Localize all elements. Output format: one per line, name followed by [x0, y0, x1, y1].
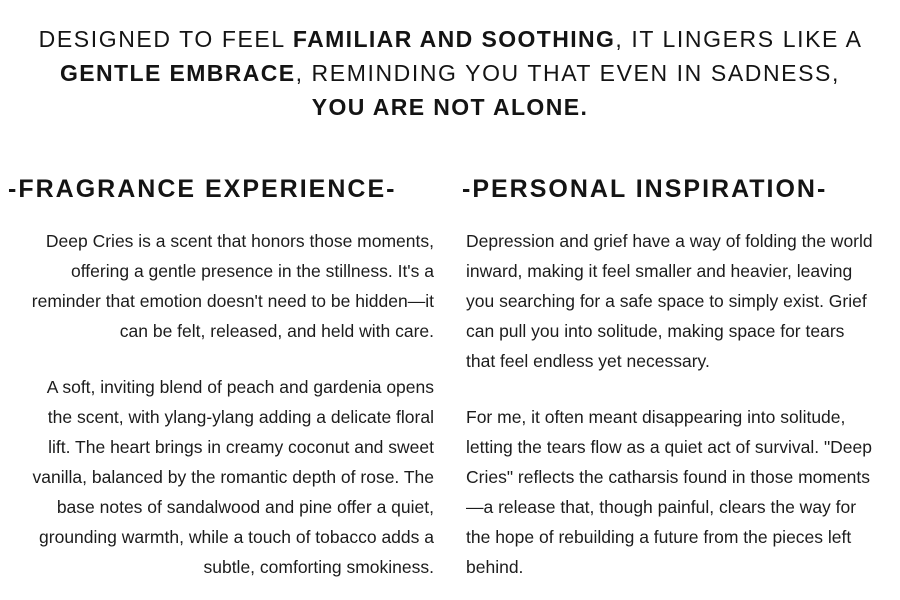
content-columns: [8, 154, 874, 582]
fragrance-experience-paragraph-2: A soft, inviting blend of peach and gardenia opens the scent, with ylang-ylang adding a delicate floral lift. The heart brings in creamy coconut and sweet vanilla, balanced by the romantic depth of rose. The base notes of sandalwood and pine offer a quiet, grounding warmth, while a touch of tobacco adds a subtle, comforting smokiness.: [32, 376, 434, 577]
fragrance-experience-paragraph-1: Deep Cries is a scent that honors those moments, offering a gentle presence in the stillness. It's a reminder that emotion doesn't need to be hidden—it can be felt, released, and held with care.: [31, 230, 434, 341]
fragrance-experience-title: -FRAGRANCE EXPERIENCE-: [8, 174, 397, 203]
headline-text-1: DESIGNED TO FEEL: [38, 26, 293, 52]
personal-inspiration-column: [462, 154, 874, 582]
headline-emphasis-2: GENTLE EMBRACE: [60, 60, 296, 86]
headline-text-3: , REMINDING YOU THAT EVEN IN SADNESS,: [295, 60, 840, 86]
headline-emphasis-1: FAMILIAR AND SOOTHING: [292, 26, 616, 52]
fragrance-experience-column: [8, 154, 434, 582]
headline-emphasis-3: YOU ARE NOT ALONE.: [311, 94, 589, 120]
headline-text-2: , IT LINGERS LIKE A: [615, 26, 862, 52]
personal-inspiration-title: -PERSONAL INSPIRATION-: [462, 174, 828, 203]
personal-inspiration-paragraph-2: For me, it often meant disappearing into solitude, letting the tears flow as a quiet act of survival. "Deep Cries" reflects the catharsis found in those moments—a release that, though painful, clears the way for the hope of rebuilding a future from the pieces left behind.: [466, 406, 873, 577]
personal-inspiration-paragraph-1: Depression and grief have a way of folding the world inward, making it feel smaller and heavier, leaving you searching for a safe space to simply exist. Grief can pull you into solitude, making space for tears that feel endless yet necessary.: [466, 230, 873, 371]
page-headline: [26, 22, 874, 124]
